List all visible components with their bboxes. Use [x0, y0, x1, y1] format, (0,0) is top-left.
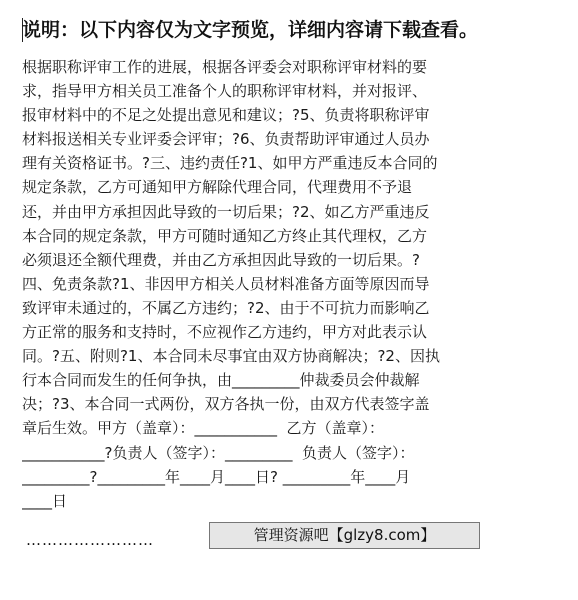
preview-notice: 说明：以下内容仅为文字预览，详细内容请下载查看。	[22, 19, 479, 41]
body-line: 四、免责条款?1、非因甲方相关人员材料准备方面等原因而导	[22, 274, 430, 293]
body-line: 材料报送相关专业评委会评审；?6、负责帮助评审通过人员办	[22, 130, 430, 149]
body-line: 决；?3、本合同一式两份，双方各执一份，由双方代表签字盖	[22, 395, 430, 414]
document-body	[22, 55, 562, 513]
body-line: 必须退还全额代理费，并由乙方承担因此导致的一切后果。?	[22, 250, 420, 269]
body-line: 行本合同而发生的任何争执，由_________仲裁委员会仲裁解	[22, 371, 420, 390]
body-line: 根据职称评审工作的进展，根据各评委会对职称评审材料的要	[22, 58, 428, 76]
body-line: _________?_________年____月____日? _________年____月	[22, 467, 411, 486]
body-line: 还，并由甲方承担因此导致的一切后果；?2、如乙方严重违反	[22, 202, 430, 221]
body-line: 本合同的规定条款，甲方可随时通知乙方终止其代理权，乙方	[22, 226, 428, 245]
body-line: 规定条款，乙方可通知甲方解除代理合同，代理费用不予退	[22, 178, 413, 197]
body-line: 理有关资格证书。?三、违约责任?1、如甲方严重违反本合同的	[22, 154, 438, 173]
body-line: 致评审未通过的，不属乙方违约；?2、由于不可抗力而影响乙	[22, 298, 430, 317]
body-line: ____日	[22, 491, 68, 510]
body-line: 同。?五、附则?1、本合同未尽事宜由双方协商解决；?2、因执	[22, 347, 440, 366]
ellipsis-dots: ……………………	[26, 531, 154, 549]
body-line: 章后生效。甲方（盖章）：___________ 乙方（盖章）：	[22, 419, 385, 438]
body-line: 报审材料中的不足之处提出意见和建议；?5、负责将职称评审	[22, 106, 430, 125]
body-line: 求，指导甲方相关员工准备个人的职称评审材料，并对报评、	[22, 82, 428, 101]
body-line: 方正常的服务和支持时，不应视作乙方违约，甲方对此表示认	[22, 323, 428, 342]
site-link-button[interactable]: 管理资源吧【glzy8.com】	[209, 522, 480, 549]
body-line: ___________?负责人（签字）：_________ 负责人（签字）：	[22, 443, 415, 462]
